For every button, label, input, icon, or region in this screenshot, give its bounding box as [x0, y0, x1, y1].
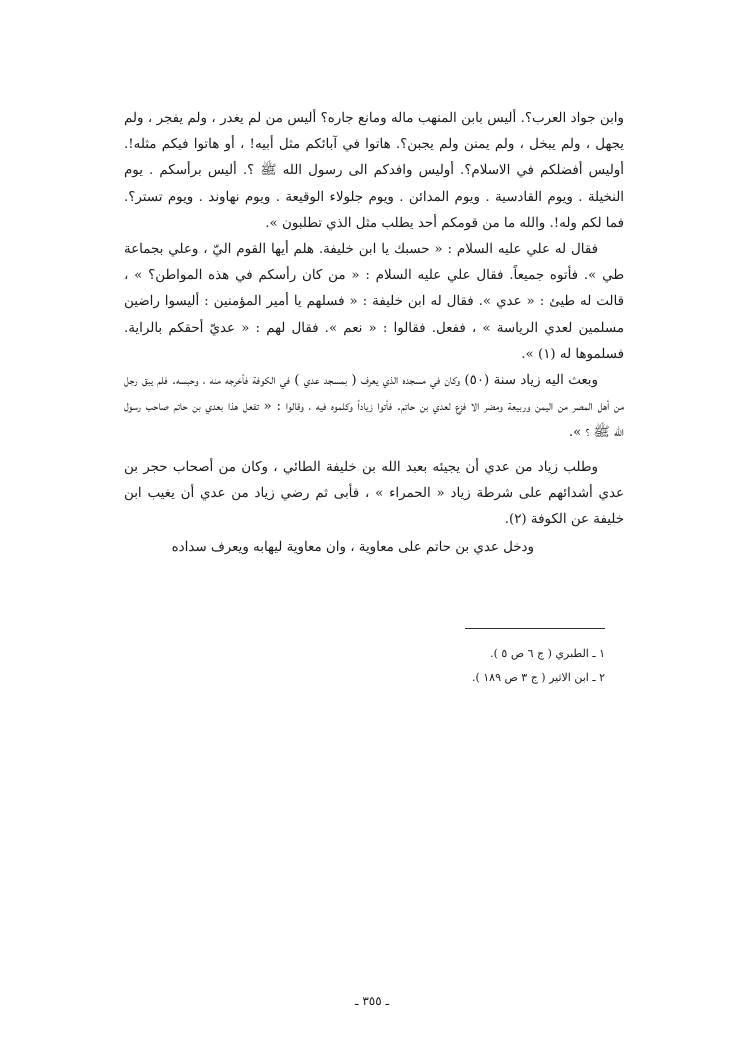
paragraph-4: وطلب زياد من عدي أن يجيئه بعبد الله بن خليفة الطائي ، وكان من أصحاب حجر بن عدي أشدائهم على شرطة زياد « الحمراء » ، فأبى ثم رضي زياد من عدي أن يغيب ابن خليفة عن الكوفة (٢). [124, 459, 624, 528]
paragraph-gap [124, 447, 624, 455]
footnote-separator [465, 628, 605, 629]
page-number: ـ ٣٥٥ ـ [354, 994, 390, 1008]
footnotes [300, 642, 605, 690]
closing-line: ودخل عدي بن حاتم على معاوية ، وان معاوية ليهابه ويعرف سداده [171, 540, 534, 556]
footnote-1: ١ ـ الطبري ( ج ٦ ص ٥ ). [490, 647, 605, 660]
paragraph-2: فقال له علي عليه السلام : « حسبك يا ابن خليفة. هلم أيها القوم اليّ ، وعلي بجماعة طي ». فأتوه جميعاً. فقال علي عليه السلام : « من كان رأسكم في هذه المواطن؟ » ، قالت له طيئ : « عدي ». فقال له ابن خليفة : « فسلهم يا أمير المؤمنين : أليسوا راضين مسلمين لعدي الرياسة » ، ففعل. فقالوا : « نعم ». فقال لهم : « عديّ أحقكم بالراية. فسلموها له (١) ». [124, 242, 624, 362]
paragraph-1: وابن جواد العرب؟. أليس بابن المنهب ماله ومانع جاره؟ أليس من لم يغدر ، ولم يفجر ، ولم يجهل ، ولم يبخل ، ولم يمنن ولم يجبن؟. هاتوا في آبائكم مثل أبيه! ، أو هاتوا فيكم مثله!. أوليس أفضلكم في الاسلام؟. أوليس وافدكم الى رسول الله ﷺ ؟. أليس برأسكم . يوم النخيلة . ويوم القادسية . ويوم المدائن . ويوم جلولاء الوقيعة . ويوم نهاوند . ويوم تستر؟. فما لكم وله!. والله ما من قومكم أحد يطلب مثل الذي تطلبون ». [124, 111, 624, 231]
footnote-2: ٢ ـ ابن الاثير ( ج ٣ ص ١٨٩ ). [471, 671, 605, 684]
paragraph-3: وبعث اليه زياد سنة (٥٠) وكان في مسجده الذي يعرف ( بمسجد عدي ) في الكوفة فأخرجه منه ، وحبسه. فلم يبق رجل من أهل المصر من اليمن وربيعة ومضر الا فزع لعدي بن حاتم. فأتوا زياداً وكلموه فيه ، وقالوا : « تفعل هذا بعدي بن حاتم صاحب رسول الله ﷺ ؟ ». [124, 373, 624, 441]
main-text [124, 106, 624, 561]
